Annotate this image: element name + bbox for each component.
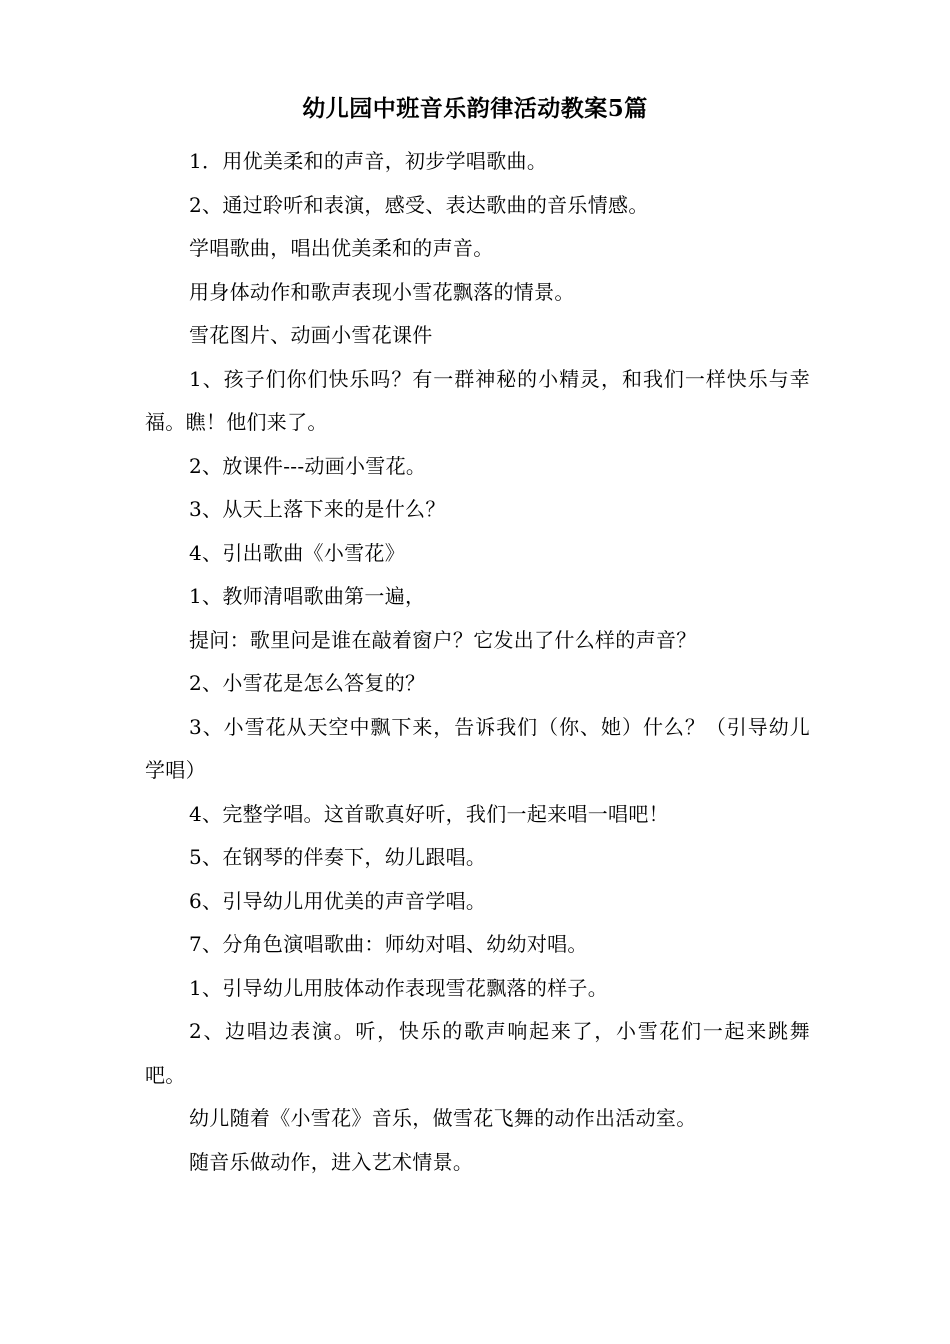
paragraph: 1、教师清唱歌曲第一遍， [189, 584, 426, 608]
paragraph: 6、引导幼儿用优美的声音学唱。 [189, 888, 487, 913]
paragraph: 3、从天上落下来的是什么？ [189, 497, 446, 521]
paragraph: 5、在钢琴的伴奏下，幼儿跟唱。 [189, 845, 487, 869]
paragraph: 幼儿随着《小雪花》音乐，做雪花飞舞的动作出活动室。 [189, 1106, 697, 1130]
paragraph: 雪花图片、动画小雪花课件 [189, 323, 433, 347]
paragraph: 随音乐做动作，进入艺术情景。 [189, 1149, 474, 1174]
paragraph: 2、小雪花是怎么答复的？ [189, 671, 426, 695]
paragraph: 1、孩子们你们快乐吗？有一群神秘的小精灵，和我们一样快乐与幸福。瞧！他们来了。 [145, 366, 810, 434]
paragraph: 用身体动作和歌声表现小雪花飘落的情景。 [189, 279, 575, 304]
paragraph: 1、引导幼儿用肢体动作表现雪花飘落的样子。 [189, 975, 609, 1000]
paragraph: 4、引出歌曲《小雪花》 [189, 540, 406, 565]
paragraph: 1．用优美柔和的声音，初步学唱歌曲。 [189, 149, 548, 173]
paragraph: 提问：歌里问是谁在敲着窗户？它发出了什么样的声音？ [189, 627, 697, 652]
paragraph: 3、小雪花从天空中飘下来，告诉我们（你、她）什么？（引导幼儿学唱） [145, 714, 810, 782]
paragraph: 2、放课件---动画小雪花。 [189, 453, 427, 478]
paragraph: 2、边唱边表演。听，快乐的歌声响起来了，小雪花们一起来跳舞吧。 [145, 1019, 810, 1087]
paragraph: 4、完整学唱。这首歌真好听，我们一起来唱一唱吧！ [189, 801, 669, 826]
paragraph: 2、通过聆听和表演，感受、表达歌曲的音乐情感。 [189, 192, 649, 217]
paragraph: 学唱歌曲，唱出优美柔和的声音。 [189, 236, 494, 260]
paragraph: 7、分角色演唱歌曲：师幼对唱、幼幼对唱。 [189, 932, 588, 956]
document-title: 幼儿园中班音乐韵律活动教案5篇 [302, 95, 648, 122]
document-body [145, 140, 810, 1184]
